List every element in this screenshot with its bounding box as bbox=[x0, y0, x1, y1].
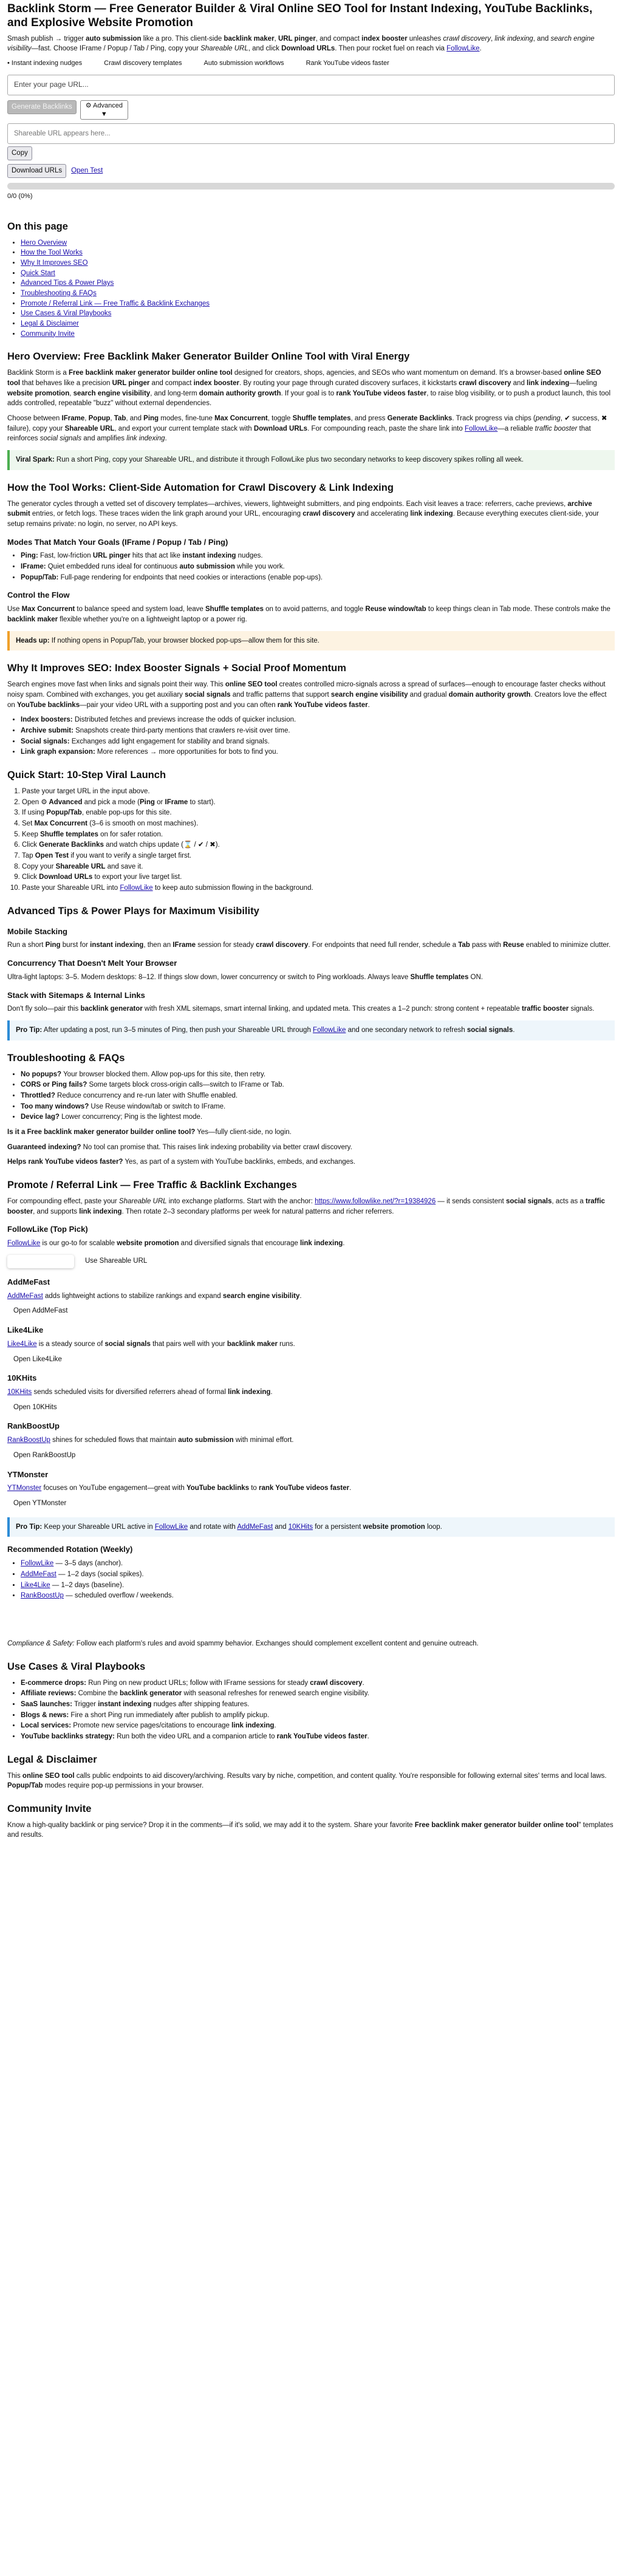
card-title: 10KHits bbox=[7, 1373, 37, 1383]
list-item: • Archive submit: Snapshots create third-party mentions that crawlers re-visit over time. bbox=[21, 726, 615, 736]
shareable-url-field[interactable]: Shareable URL appears here... bbox=[7, 123, 615, 144]
modes-list bbox=[21, 551, 615, 583]
chevron-down-icon: ▼ bbox=[100, 111, 108, 118]
toc-link[interactable]: Legal & Disclaimer bbox=[21, 320, 79, 328]
list-item: 7. Tap Open Test if you want to verify a single target first. bbox=[22, 851, 615, 861]
toc-link[interactable]: Quick Start bbox=[21, 269, 55, 277]
list-item: • Blogs & news: Fire a short Ping run immediately after publish to amplify pickup. bbox=[21, 1710, 615, 1721]
faq-item: Helps rank YouTube videos faster? Yes, as part of a system with YouTube backlinks, embeds, and exchanges. bbox=[7, 1158, 355, 1166]
advanced-paragraph: Ultra-light laptops: 3–5. Modern desktops: 8–12. If things slow down, lower concurrency or switch to Ping workloads. Always leave Shuffle templates ON. bbox=[7, 973, 483, 981]
community-paragraph: Know a high-quality backlink or ping service? Drop it in the comments—if it's solid, we may add it to the system. Share your favorite Free backlink maker generator builder online tool" templates and results. bbox=[7, 1821, 613, 1839]
platform-link[interactable]: FollowLike bbox=[21, 1560, 54, 1568]
list-item: • Device lag? Lower concurrency; Ping is the lightest mode. bbox=[21, 1112, 615, 1122]
progress-bar bbox=[7, 183, 615, 190]
advanced-paragraph: Don't fly solo—pair this backlink generator with fresh XML sitemaps, smart internal linking, and updated meta. This creates a 1–2 punch: strong content + repeatable traffic booster signals. bbox=[7, 1005, 595, 1013]
card-text: Like4Like is a steady source of social signals that pairs well with your backlink maker runs. bbox=[7, 1340, 295, 1348]
toc-link[interactable]: Hero Overview bbox=[21, 239, 67, 247]
page-title: Backlink Storm — Free Generator Builder & Viral Online SEO Tool for Instant Indexing, YouTube Backlinks, and Explosive Website Promotion bbox=[7, 2, 593, 29]
followlike-link[interactable]: FollowLike bbox=[313, 1027, 346, 1034]
list-item: 6. Click Generate Backlinks and watch chips update (⌛ / ✔ / ✖). bbox=[22, 840, 615, 850]
followlike-link[interactable]: FollowLike bbox=[154, 1523, 188, 1531]
quick-start-steps bbox=[22, 787, 615, 893]
download-urls-button[interactable]: Download URLs bbox=[7, 164, 66, 178]
list-item: • Throttled? Reduce concurrency and re-run later with Shuffle enabled. bbox=[21, 1091, 615, 1101]
open-platform-button[interactable]: Open YTMonster bbox=[13, 1500, 67, 1508]
hero-paragraph: Backlink Storm is a Free backlink maker generator builder online tool designed for creators, shops, agencies, and SEOs who want momentum on demand. It's a browser-based online SEO tool that behaves like a precision URL pinger and compact index booster. By routing your page through curated discovery surfaces, it kickstarts crawl discovery and link indexing—fueling website promotion, search engine visibility, and long-term domain authority growth. If your goal is to rank YouTube videos faster, to raise blog visibility, or to push a product launch, this tool adds controlled, repeatable "buzz" without external dependencies. bbox=[7, 369, 610, 408]
platform-link[interactable]: 10KHits bbox=[7, 1389, 32, 1396]
list-item: • Affiliate reviews: Combine the backlink generator with seasonal refreshes for renewed search engine visibility. bbox=[21, 1689, 615, 1699]
progress-text: 0/0 (0%) bbox=[7, 192, 33, 200]
list-item: • No popups? Your browser blocked them. Allow pop-ups for this site, then retry. bbox=[21, 1070, 615, 1080]
platform-link[interactable]: Like4Like bbox=[7, 1340, 37, 1348]
generate-backlinks-button[interactable]: Generate Backlinks bbox=[7, 100, 77, 114]
list-item: • FollowLike — 3–5 days (anchor). bbox=[21, 1559, 615, 1569]
card-title: FollowLike (Top Pick) bbox=[7, 1225, 88, 1234]
flow-paragraph: Use Max Concurrent to balance speed and system load, leave Shuffle templates on to avoid patterns, and toggle Reuse window/tab to keep things clean in Tab mode. These controls make the backlink maker flexible whether you're on a lightweight laptop or a power rig. bbox=[7, 606, 610, 623]
platform-link[interactable]: AddMeFast bbox=[21, 1570, 56, 1578]
list-item: • IFrame: Quiet embedded runs ideal for continuous auto submission while you work. bbox=[21, 562, 615, 572]
tag-item: Rank YouTube videos faster bbox=[306, 59, 389, 67]
list-item: • Popup/Tab: Full-page rendering for endpoints that need cookies or interactions (enable pop-ups). bbox=[21, 573, 615, 583]
platform-card-like4like bbox=[7, 1325, 615, 1364]
promote-heading: Promote / Referral Link — Free Traffic & Backlink Exchanges bbox=[7, 1180, 297, 1191]
card-text: 10KHits sends scheduled visits for diversified referrers ahead of formal link indexing. bbox=[7, 1389, 273, 1396]
copy-button[interactable]: Copy bbox=[7, 146, 32, 160]
toc-link[interactable]: Advanced Tips & Power Plays bbox=[21, 279, 114, 287]
card-text: AddMeFast adds lightweight actions to stabilize rankings and expand search engine visibility. bbox=[7, 1292, 302, 1300]
community-heading: Community Invite bbox=[7, 1803, 92, 1814]
list-item: 10. Paste your Shareable URL into FollowLike to keep auto submission flowing in the background. bbox=[22, 883, 615, 893]
platform-card-10khits bbox=[7, 1373, 615, 1412]
viral-spark-callout: Viral Spark: Run a short Ping, copy your Shareable URL, and distribute it through FollowLike plus two secondary networks to keep discovery spikes rolling all week. bbox=[7, 450, 615, 470]
toc-link[interactable]: Promote / Referral Link — Free Traffic & Backlink Exchanges bbox=[21, 299, 210, 307]
platform-card-addmefast bbox=[7, 1277, 615, 1316]
open-platform-button[interactable]: Open 10KHits bbox=[13, 1403, 57, 1411]
flow-heading: Control the Flow bbox=[7, 590, 70, 600]
card-text: FollowLike is our go-to for scalable website promotion and diversified signals that encourage link indexing. bbox=[7, 1240, 345, 1248]
pro-tip-callout: Pro Tip: After updating a post, run 3–5 minutes of Ping, then push your Shareable URL through FollowLike and one secondary network to refresh social signals. bbox=[7, 1020, 615, 1040]
legal-paragraph: This online SEO tool calls public endpoints to aid discovery/archiving. Results vary by niche, competition, and content quality. You're responsible for following external sites' terms and local laws. Popup/Tab modes require pop-up permissions in your browser. bbox=[7, 1772, 607, 1790]
toc-link[interactable]: How the Tool Works bbox=[21, 249, 83, 257]
followlike-link[interactable]: FollowLike bbox=[120, 884, 153, 892]
card-title: AddMeFast bbox=[7, 1277, 50, 1286]
feature-tags bbox=[7, 59, 615, 69]
list-item: • Ping: Fast, low-friction URL pinger hits that act like instant indexing nudges. bbox=[21, 551, 615, 561]
pro-tip-callout: Pro Tip: Keep your Shareable URL active in FollowLike and rotate with AddMeFast and 10KHits for a persistent website promotion loop. bbox=[7, 1517, 615, 1537]
faq-item: Is it a Free backlink maker generator builder online tool? Yes—fully client-side, no login. bbox=[7, 1129, 292, 1136]
shareable-url-pill[interactable] bbox=[7, 1255, 74, 1268]
platform-card-followlike bbox=[7, 1224, 615, 1268]
followlike-link[interactable]: FollowLike bbox=[464, 425, 498, 432]
table-of-contents bbox=[21, 238, 615, 340]
toc-heading: On this page bbox=[7, 220, 68, 232]
platform-link[interactable]: RankBoostUp bbox=[7, 1437, 50, 1444]
toc-link[interactable]: Why It Improves SEO bbox=[21, 259, 88, 267]
platform-card-rankboostup bbox=[7, 1421, 615, 1460]
intro-text: Smash publish → trigger auto submission like a pro. This client-side backlink maker, URL pinger, and compact index booster unleashes crawl discovery, link indexing, and search engine visibility—fast. Choose IFrame / Popup / Tab / Ping, copy your Shareable URL, and click Download URLs. Then pour rocket fuel on reach via FollowLike. bbox=[7, 35, 595, 53]
list-item: 4. Set Max Concurrent (3–6 is smooth on most machines). bbox=[22, 819, 615, 829]
use-cases-heading: Use Cases & Viral Playbooks bbox=[7, 1661, 146, 1672]
list-item: 1. Paste your target URL in the input above. bbox=[22, 787, 615, 797]
open-platform-button[interactable]: Open AddMeFast bbox=[13, 1307, 68, 1315]
list-item: • Link graph expansion: More references → more opportunities for bots to find you. bbox=[21, 747, 615, 757]
list-item: • YouTube backlinks strategy: Run both the video URL and a companion article to rank YouTube videos faster. bbox=[21, 1732, 615, 1742]
hero-heading: Hero Overview: Free Backlink Maker Generator Builder Online Tool with Viral Energy bbox=[7, 351, 410, 363]
platform-link[interactable]: YTMonster bbox=[7, 1484, 42, 1492]
why-heading: Why It Improves SEO: Index Booster Signals + Social Proof Momentum bbox=[7, 663, 346, 674]
generator-controls bbox=[7, 100, 615, 120]
list-item: • Social signals: Exchanges add light engagement for stability and brand signals. bbox=[21, 737, 615, 747]
rotation-list bbox=[21, 1559, 615, 1601]
toc-link[interactable]: Community Invite bbox=[21, 330, 75, 338]
platform-link[interactable]: AddMeFast bbox=[7, 1292, 43, 1300]
heads-up-callout: Heads up: If nothing opens in Popup/Tab, your browser blocked pop-ups—allow them for this site. bbox=[7, 631, 615, 651]
10khits-link[interactable]: 10KHits bbox=[288, 1523, 313, 1531]
toc-link[interactable]: Use Cases & Viral Playbooks bbox=[21, 310, 112, 318]
list-item: • AddMeFast — 1–2 days (social spikes). bbox=[21, 1570, 615, 1580]
quick-start-heading: Quick Start: 10-Step Viral Launch bbox=[7, 769, 166, 781]
list-item: 8. Copy your Shareable URL and save it. bbox=[22, 862, 615, 872]
card-title: Like4Like bbox=[7, 1325, 44, 1335]
troubleshooting-heading: Troubleshooting & FAQs bbox=[7, 1052, 125, 1064]
why-paragraph: Search engines move fast when links and signals point their way. This online SEO tool creates controlled micro-signals across a spread of surfaces—enough to encourage faster checks without noisy spam. Combined with exchanges, you get auxiliary social signals and traffic patterns that support search engine visibility and gradual domain authority growth. Creators love the effect on YouTube backlinks—pair your video URL with a supporting post and you can often rank YouTube videos faster. bbox=[7, 681, 607, 709]
list-item: 3. If using Popup/Tab, enable pop-ups for this site. bbox=[22, 808, 615, 818]
why-list bbox=[21, 715, 615, 757]
page bbox=[0, 2, 622, 1840]
how-paragraph: The generator cycles through a vetted set of discovery templates—archives, viewers, lightweight submitters, and ping endpoints. Each visit leaves a trace: referrers, cache previews, archive submit entries, or fetch logs. These traces widen the link graph around your URL, encouraging crawl discovery and accelerating link indexing. Because everything executes client-side, your setup remains private: no login, no server, no API keys. bbox=[7, 500, 600, 528]
card-text: YTMonster focuses on YouTube engagement—great with YouTube backlinks to rank YouTube videos faster. bbox=[7, 1484, 352, 1492]
hero-paragraph: Choose between IFrame, Popup, Tab, and Ping modes, fine-tune Max Concurrent, toggle Shuffle templates, and press Generate Backlinks. Track progress via chips (pending, ✔ success, ✖ failure), copy your Shareable URL, and export your current template stack with Download URLs. For compounding reach, paste the share link into FollowLike—a reliable traffic booster that reinforces social signals and amplifies link indexing. bbox=[7, 415, 607, 443]
platform-link[interactable]: FollowLike bbox=[7, 1240, 41, 1248]
troubleshooting-list bbox=[21, 1070, 615, 1122]
promote-paragraph: For compounding effect, paste your Shareable URL into exchange platforms. Start with the anchor: https://www.followlike.net/?r=19384926 — it sends consistent social signals, acts as a traffic booster, and supports link indexing. Then rotate 2–3 secondary platforms per week for natural patterns and richer referrers. bbox=[7, 1197, 605, 1215]
tag-item: Crawl discovery templates bbox=[104, 59, 182, 67]
card-text: RankBoostUp shines for scheduled flows that maintain auto submission with minimal effort. bbox=[7, 1437, 294, 1444]
list-item: 9. Click Download URLs to export your live target list. bbox=[22, 872, 615, 883]
followlike-link[interactable]: FollowLike bbox=[446, 45, 480, 53]
list-item: 5. Keep Shuffle templates on for safer rotation. bbox=[22, 830, 615, 840]
card-title: RankBoostUp bbox=[7, 1421, 60, 1431]
list-item: 2. Open ⚙ Advanced and pick a mode (Ping or IFrame to start). bbox=[22, 798, 615, 808]
addmefast-link[interactable]: AddMeFast bbox=[237, 1523, 273, 1531]
concurrency-heading: Concurrency That Doesn't Melt Your Browser bbox=[7, 958, 177, 968]
rotation-heading: Recommended Rotation (Weekly) bbox=[7, 1545, 133, 1554]
list-item: • CORS or Ping fails? Some targets block cross-origin calls—switch to IFrame or Tab. bbox=[21, 1080, 615, 1090]
advanced-heading: Advanced Tips & Power Plays for Maximum Visibility bbox=[7, 905, 259, 917]
referral-link[interactable]: https://www.followlike.net/?r=19384926 bbox=[315, 1197, 436, 1205]
use-shareable-url-button[interactable]: Use Shareable URL bbox=[85, 1257, 148, 1265]
list-item: • E-commerce drops: Run Ping on new product URLs; follow with IFrame sessions for steady crawl discovery. bbox=[21, 1678, 615, 1689]
compliance-note: Compliance & Safety: Follow each platform's rules and avoid spammy behavior. Exchanges should complement excellent content and genuine outreach. bbox=[7, 1639, 479, 1647]
modes-heading: Modes That Match Your Goals (IFrame / Popup / Tab / Ping) bbox=[7, 537, 228, 547]
platform-link[interactable]: RankBoostUp bbox=[21, 1592, 64, 1600]
list-item: • Like4Like — 1–2 days (baseline). bbox=[21, 1580, 615, 1591]
card-title: YTMonster bbox=[7, 1469, 49, 1479]
toc-link[interactable]: Troubleshooting & FAQs bbox=[21, 290, 97, 298]
open-platform-button[interactable]: Open RankBoostUp bbox=[13, 1451, 76, 1459]
mobile-stacking-heading: Mobile Stacking bbox=[7, 926, 67, 936]
advanced-mode-select[interactable]: ⚙ Advanced ▼ bbox=[80, 100, 128, 120]
faq-item: Guaranteed indexing? No tool can promise that. This raises link indexing probability via better crawl discovery. bbox=[7, 1143, 352, 1151]
use-cases-list bbox=[21, 1678, 615, 1742]
tag-item: • Instant indexing nudges bbox=[7, 59, 83, 67]
platform-card-ytmonster bbox=[7, 1469, 615, 1509]
list-item: • Index boosters: Distributed fetches and previews increase the odds of quicker inclusion. bbox=[21, 715, 615, 725]
tag-item: Auto submission workflows bbox=[203, 59, 284, 67]
list-item: • Local services: Promote new service pages/citations to encourage link indexing. bbox=[21, 1721, 615, 1731]
url-input[interactable]: Enter your page URL... bbox=[7, 75, 615, 95]
list-item: • SaaS launches: Trigger instant indexing nudges after shipping features. bbox=[21, 1700, 615, 1710]
open-platform-button[interactable]: Open Like4Like bbox=[13, 1355, 62, 1363]
legal-heading: Legal & Disclaimer bbox=[7, 1754, 97, 1765]
how-heading: How the Tool Works: Client-Side Automation for Crawl Discovery & Link Indexing bbox=[7, 482, 394, 493]
sitemaps-heading: Stack with Sitemaps & Internal Links bbox=[7, 990, 145, 1000]
advanced-paragraph: Run a short Ping burst for instant indexing, then an IFrame session for steady crawl discovery. For endpoints that need full render, schedule a Tab pass with Reuse enabled to minimize clutter. bbox=[7, 941, 611, 949]
platform-link[interactable]: Like4Like bbox=[21, 1581, 50, 1589]
list-item: • RankBoostUp — scheduled overflow / weekends. bbox=[21, 1591, 615, 1601]
list-item: • Too many windows? Use Reuse window/tab or switch to IFrame. bbox=[21, 1102, 615, 1112]
open-test-link[interactable]: Open Test bbox=[71, 167, 103, 175]
